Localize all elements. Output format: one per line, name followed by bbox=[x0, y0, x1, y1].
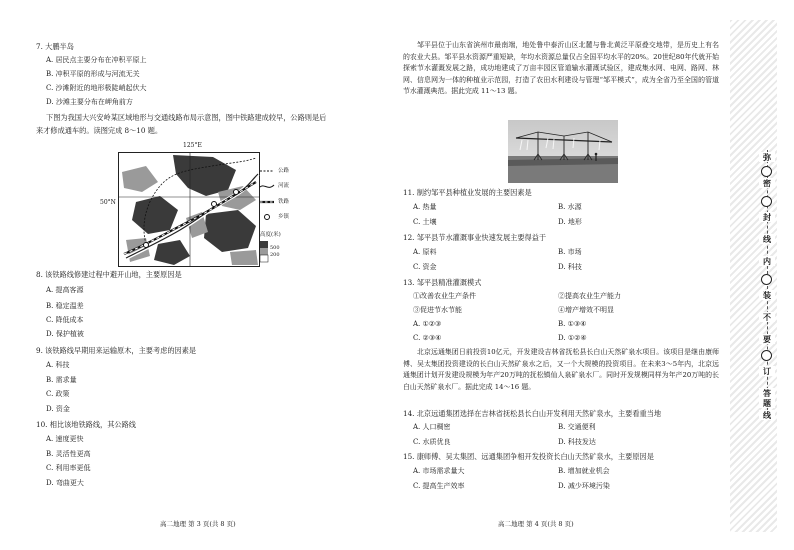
q13-item-3: ③促进节水节能 bbox=[413, 306, 462, 314]
q15-title: 15. 康师傅、吴太集团、远通集团争相开发投资长白山天然矿泉水，主要原因是 bbox=[403, 452, 654, 461]
binding-char-2: 封 bbox=[759, 212, 775, 222]
q13-option-a: A. ①②③ bbox=[413, 320, 442, 328]
q14-option-b: B. 交通便利 bbox=[558, 423, 596, 431]
terrain-mid-5 bbox=[230, 250, 258, 265]
passage-zouping: 邹平县位于山东省滨州市最南端，地处鲁中泰沂山区北麓与鲁北黄泛平原叠交地带，是历史上有名的农业大县。邹平县水资源严重短缺，年均水资源总量仅占全国平均水平的20%。20世纪80年代就开始探索节水灌溉发展之路，成功地建成了万亩丰园区管道输水灌溉试验区，建成集水网、电网、路网、林网、信息网为一体的种植业示范园，打造了农田水利建设与管理“邹平模式”，成为全省乃至全国的管道节水灌溉典范。据此完成 11～13 题。 bbox=[403, 41, 719, 95]
q7-option-d: D. 沙滩主要分布在岬角前方 bbox=[46, 98, 133, 106]
town-marker-2 bbox=[212, 202, 217, 207]
q10-option-d: D. 弯曲更大 bbox=[46, 479, 84, 487]
q7-title: 7. 大鹏半岛 bbox=[36, 42, 74, 51]
binding-char-3: 线 bbox=[759, 234, 775, 244]
legend-elevation-500: 500 bbox=[270, 245, 280, 251]
terrain-map-svg bbox=[118, 152, 260, 267]
q9-option-a: A. 科技 bbox=[46, 361, 70, 369]
q9-option-c: C. 政策 bbox=[46, 390, 70, 398]
binding-char-5: 装 bbox=[759, 290, 775, 300]
q12-option-c: C. 资金 bbox=[413, 263, 437, 271]
q12-option-a: A. 原料 bbox=[413, 248, 437, 256]
binding-char-11: 线 bbox=[759, 410, 775, 420]
q14-option-c: C. 水质优良 bbox=[413, 438, 451, 446]
q11-title: 11. 制约邹平县种植业发展的主要因素是 bbox=[403, 188, 532, 197]
q7-option-c: C. 沙滩附近的地形极陡峭起伏大 bbox=[46, 84, 147, 92]
q11-option-c: C. 土壤 bbox=[413, 218, 437, 226]
binding-char-8: 订 bbox=[759, 366, 775, 376]
q12-option-b: B. 市场 bbox=[558, 248, 582, 256]
q10-option-c: C. 利用率更低 bbox=[46, 464, 91, 472]
q8-title: 8. 该铁路线修建过程中避开山地，主要原因是 bbox=[36, 270, 182, 279]
q13-option-d: D. ①②④ bbox=[558, 334, 587, 342]
passage-yuantong: 北京远通集团日前投资10亿元，开发建设吉林省抚松县长白山天然矿泉水项目。该项目是继由康师傅、吴太集团投资建设的长白山天然矿泉水之后，又一个大规模的投资项目。在未来3～5年内，北京远通集团计划开发建设规模为年产20万吨的抚松镇仙人泉矿泉水厂。同时开发规模同样为年产20万吨的长白山天然矿泉水厂。据此完成 14～16 题。 bbox=[403, 348, 719, 391]
binding-circle-1 bbox=[761, 196, 772, 207]
binding-circle-0 bbox=[761, 166, 772, 177]
q8-option-c: C. 降低成本 bbox=[46, 316, 84, 324]
q9-option-d: D. 资金 bbox=[46, 405, 70, 413]
binding-char-4: 内 bbox=[759, 256, 775, 266]
irrigation-photo-svg bbox=[508, 120, 618, 183]
q14-title: 14. 北京远通集团选择在吉林省抚松县长白山开发利用天然矿泉水，主要看重当地 bbox=[403, 409, 662, 418]
town-marker-3 bbox=[234, 190, 239, 195]
binding-margin bbox=[725, 0, 794, 550]
q13-item-4: ④增产增效不明显 bbox=[558, 306, 614, 314]
q13-item-2: ②提高农业生产能力 bbox=[558, 292, 621, 300]
legend-railway-label: 铁路 bbox=[278, 199, 290, 205]
q8-option-d: D. 保护植被 bbox=[46, 330, 84, 338]
q12-option-d: D. 科技 bbox=[558, 263, 582, 271]
binding-char-7: 要 bbox=[759, 334, 775, 344]
right-page bbox=[395, 0, 725, 550]
right-page-footer: 高二地理 第 4 页(共 8 页) bbox=[498, 520, 574, 528]
left-page bbox=[0, 0, 395, 550]
q8-option-b: B. 稳定温差 bbox=[46, 302, 84, 310]
intro-line-1: 下图为我国大兴安岭某区域地形与交通线路布局示意图，图中铁路建成较早，公路则是后 bbox=[46, 113, 327, 122]
q13-option-c: C. ②③④ bbox=[413, 334, 442, 342]
binding-char-9: 答 bbox=[759, 388, 775, 398]
q15-option-b: B. 增加就业机会 bbox=[558, 467, 610, 475]
q10-option-a: A. 速度更快 bbox=[46, 435, 84, 443]
q13-option-b: B. ①③④ bbox=[558, 320, 587, 328]
q15-option-c: C. 提高生产效率 bbox=[413, 482, 465, 490]
legend-river-label: 河流 bbox=[278, 183, 290, 189]
map-legend bbox=[258, 163, 318, 268]
q15-option-d: D. 减少环境污染 bbox=[558, 482, 610, 490]
binding-char-6: 不 bbox=[759, 312, 775, 322]
irrigation-photo bbox=[508, 120, 618, 183]
q10-title: 10. 相比该地铁路线，其公路线 bbox=[36, 420, 136, 429]
q11-option-d: D. 地形 bbox=[558, 218, 582, 226]
terrain-map bbox=[118, 152, 260, 267]
map-latitude-label: 50°N bbox=[100, 199, 116, 206]
legend-town-label: 乡镇 bbox=[278, 214, 290, 220]
q14-option-d: D. 科技发达 bbox=[558, 438, 596, 446]
q13-title: 13. 邹平县精准灌溉模式 bbox=[403, 278, 482, 287]
q9-title: 9. 该铁路线早期用来运输原木，主要考虑的因素是 bbox=[36, 346, 197, 355]
q8-option-a: A. 提高客源 bbox=[46, 286, 84, 294]
q11-option-b: B. 水源 bbox=[558, 203, 582, 211]
binding-char-10: 题 bbox=[759, 398, 775, 408]
q7-option-b: B. 冲积平原的形成与河流无关 bbox=[46, 70, 140, 78]
legend-road-label: 公路 bbox=[278, 168, 290, 174]
q15-option-a: A. 市场需求量大 bbox=[413, 467, 465, 475]
binding-circle-7 bbox=[761, 350, 772, 361]
binding-circle-4 bbox=[761, 274, 772, 285]
town-marker-1 bbox=[144, 243, 149, 248]
q13-item-1: ①改善农业生产条件 bbox=[413, 292, 476, 300]
left-page-footer: 高二地理 第 3 页(共 8 页) bbox=[160, 520, 236, 528]
q10-option-b: B. 灵活性更高 bbox=[46, 450, 91, 458]
q9-option-b: B. 需求量 bbox=[46, 376, 77, 384]
q7-option-a: A. 居民点主要分布在冲积平原上 bbox=[46, 56, 147, 64]
binding-char-1: 密 bbox=[759, 178, 775, 188]
intro-line-2: 来才修成通车的。读图完成 8～10 题。 bbox=[36, 126, 163, 135]
legend-elevation-200: 200 bbox=[270, 252, 280, 258]
q14-option-a: A. 人口稠密 bbox=[413, 423, 451, 431]
map-longitude-label: 125°E bbox=[183, 142, 202, 149]
binding-char-0: 弥 bbox=[759, 152, 775, 162]
q12-title: 12. 邹平县节水灌溉事业快速发展主要得益于 bbox=[403, 233, 547, 242]
legend-elevation-title: 高度(米) bbox=[260, 232, 281, 238]
q11-option-a: A. 热量 bbox=[413, 203, 437, 211]
